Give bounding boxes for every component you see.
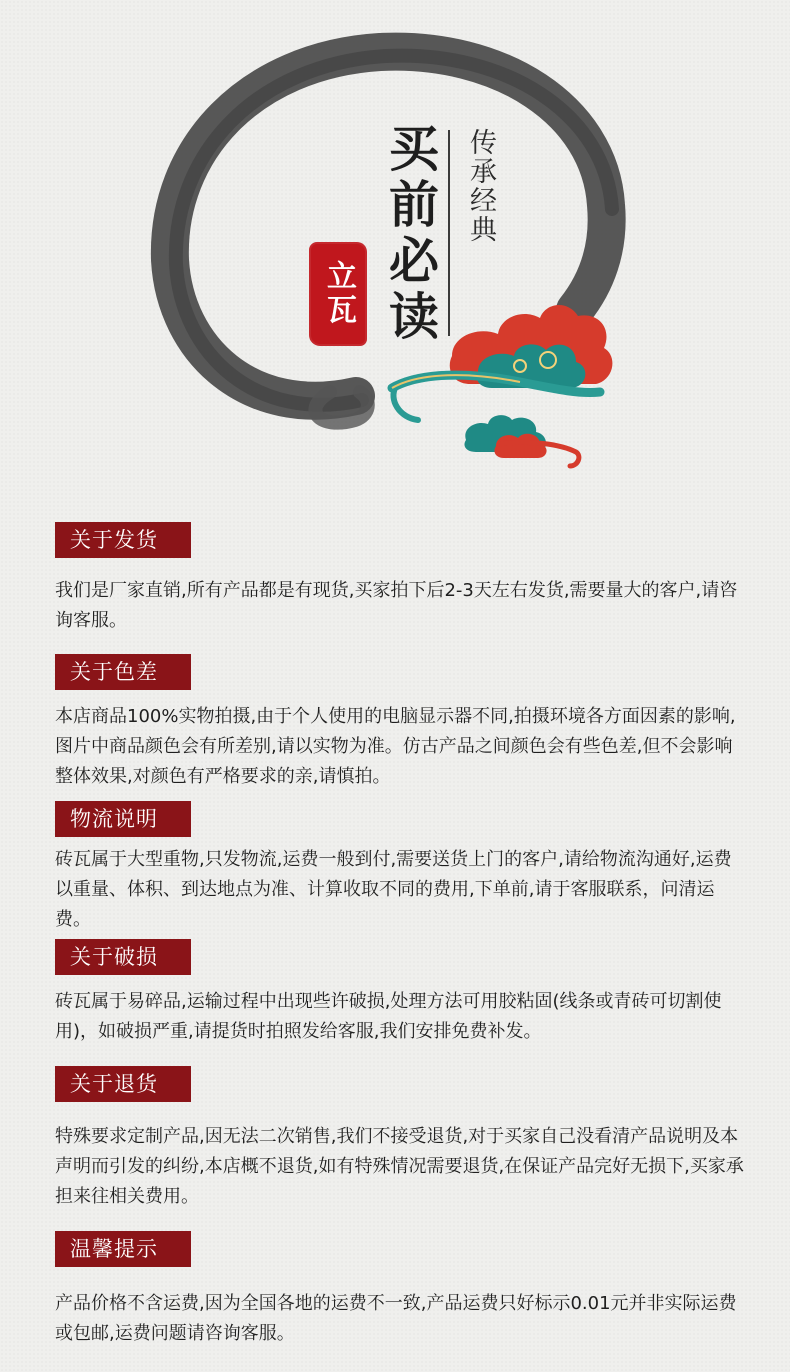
hero-divider <box>448 130 450 336</box>
section-title-color-difference: 关于色差 <box>55 654 191 690</box>
section-title-returns: 关于退货 <box>55 1066 191 1102</box>
section-text-returns: 特殊要求定制产品,因无法二次销售,我们不接受退货,对于买家自己没看清产品说明及本声明而引发的纠纷,本店概不退货,如有特殊情况需要退货,在保证产品完好无损下,买家承担来往相关费用。 <box>55 1126 744 1207</box>
section-text-shipping: 我们是厂家直销,所有产品都是有现货,买家拍下后2-3天左右发货,需要量大的客户,请咨询客服。 <box>55 580 738 631</box>
section-title-shipping: 关于发货 <box>55 522 191 558</box>
hero-title: 买前必读 <box>381 122 440 346</box>
section-title-damage: 关于破损 <box>55 939 191 975</box>
section-text-color-difference: 本店商品100%实物拍摄,由于个人使用的电脑显示器不同,拍摄环境各方面因素的影响,图片中商品颜色会有所差别,请以实物为准。仿古产品之间颜色会有些色差,但不会影响整体效果,对颜色有严格要求的亲,请慎拍。 <box>55 706 736 787</box>
section-text-tips: 产品价格不含运费,因为全国各地的运费不一致,产品运费只好标示0.01元并非实际运费或包邮,运费问题请咨询客服。 <box>55 1293 737 1344</box>
brand-seal: 立瓦 <box>309 242 367 346</box>
section-title-logistics: 物流说明 <box>55 801 191 837</box>
cloud-small <box>464 415 578 466</box>
hero-subtitle: 传承经典 <box>465 128 496 244</box>
section-text-damage: 砖瓦属于易碎品,运输过程中出现些许破损,处理方法可用胶粘固(线条或青砖可切割使用)，如破损严重,请提货时拍照发给客服,我们安排免费补发。 <box>55 991 722 1042</box>
hero-banner <box>0 0 790 500</box>
section-text-logistics: 砖瓦属于大型重物,只发物流,运费一般到付,需要送货上门的客户,请给物流沟通好,运费以重量、体积、到达地点为准、计算收取不同的费用,下单前,请于客服联系，问清运费。 <box>55 849 732 930</box>
section-title-tips: 温馨提示 <box>55 1231 191 1267</box>
